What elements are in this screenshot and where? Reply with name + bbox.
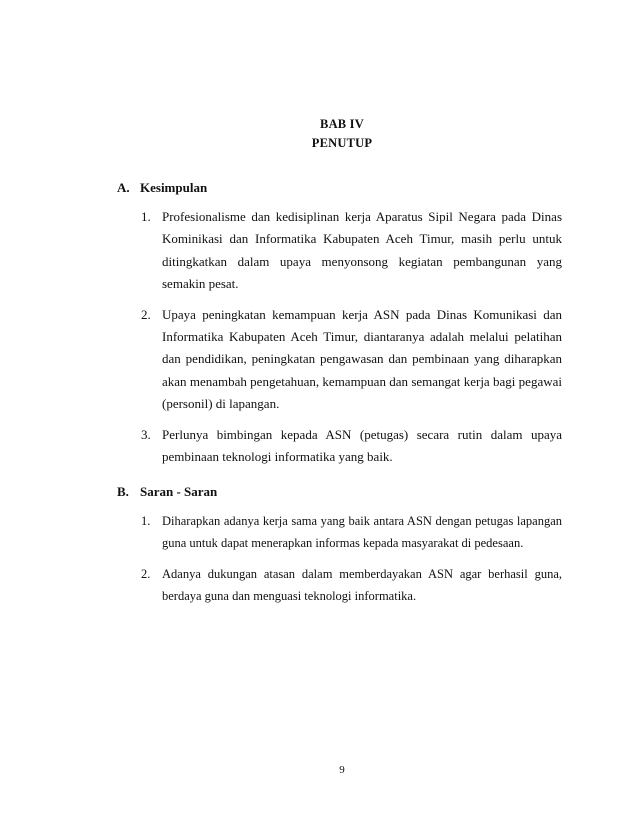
list-item-text: Diharapkan adanya kerja sama yang baik antara ASN dengan petugas lapangan guna untuk dapat menerapkan informas kepada masyarakat di pedesaan. bbox=[162, 514, 562, 551]
list-item-text: Upaya peningkatan kemampuan kerja ASN pada Dinas Komunikasi dan Informatika Kabupaten Aceh Timur, diantaranya adalah melalui pelatihan dan pendidikan, peningkatan pengawasan dan pembinaan yang diharapkan akan menambah pengetahuan, kemampuan dan semangat kerja bagi pegawai (personil) di lapangan. bbox=[162, 306, 562, 411]
list-item bbox=[141, 304, 562, 415]
chapter-title: PENUTUP bbox=[311, 136, 373, 150]
section-heading-saran bbox=[117, 484, 217, 500]
chapter-number: BAB IV bbox=[320, 117, 364, 131]
suggestion-list bbox=[141, 510, 562, 616]
conclusion-list bbox=[141, 206, 562, 477]
section-title: Saran - Saran bbox=[140, 484, 218, 499]
list-item-number: 1. bbox=[141, 514, 151, 528]
list-item bbox=[141, 510, 562, 555]
list-item-number: 3. bbox=[141, 426, 151, 442]
section-heading-kesimpulan bbox=[117, 180, 207, 196]
section-title: Kesimpulan bbox=[140, 180, 208, 195]
list-item bbox=[141, 206, 562, 295]
list-item bbox=[141, 563, 562, 608]
list-item-number: 2. bbox=[141, 306, 151, 322]
section-letter: B. bbox=[117, 484, 129, 499]
page-number: 9 bbox=[339, 764, 345, 776]
list-item-text: Perlunya bimbingan kepada ASN (petugas) secara rutin dalam upaya pembinaan teknologi informatika yang baik. bbox=[162, 426, 562, 464]
list-item-text: Profesionalisme dan kedisiplinan kerja Aparatus Sipil Negara pada Dinas Kominikasi dan Informatika Kabupaten Aceh Timur, masih perlu untuk ditingkatkan dalam upaya menyonsong kegiatan pembangunan yang semakin pesat. bbox=[162, 209, 562, 291]
list-item-text: Adanya dukungan atasan dalam memberdayakan ASN agar berhasil guna, berdaya guna dan menguasi teknologi informatika. bbox=[162, 567, 562, 604]
list-item bbox=[141, 424, 562, 469]
section-letter: A. bbox=[117, 180, 130, 195]
list-item-number: 2. bbox=[141, 567, 151, 582]
list-item-number: 1. bbox=[141, 209, 151, 224]
